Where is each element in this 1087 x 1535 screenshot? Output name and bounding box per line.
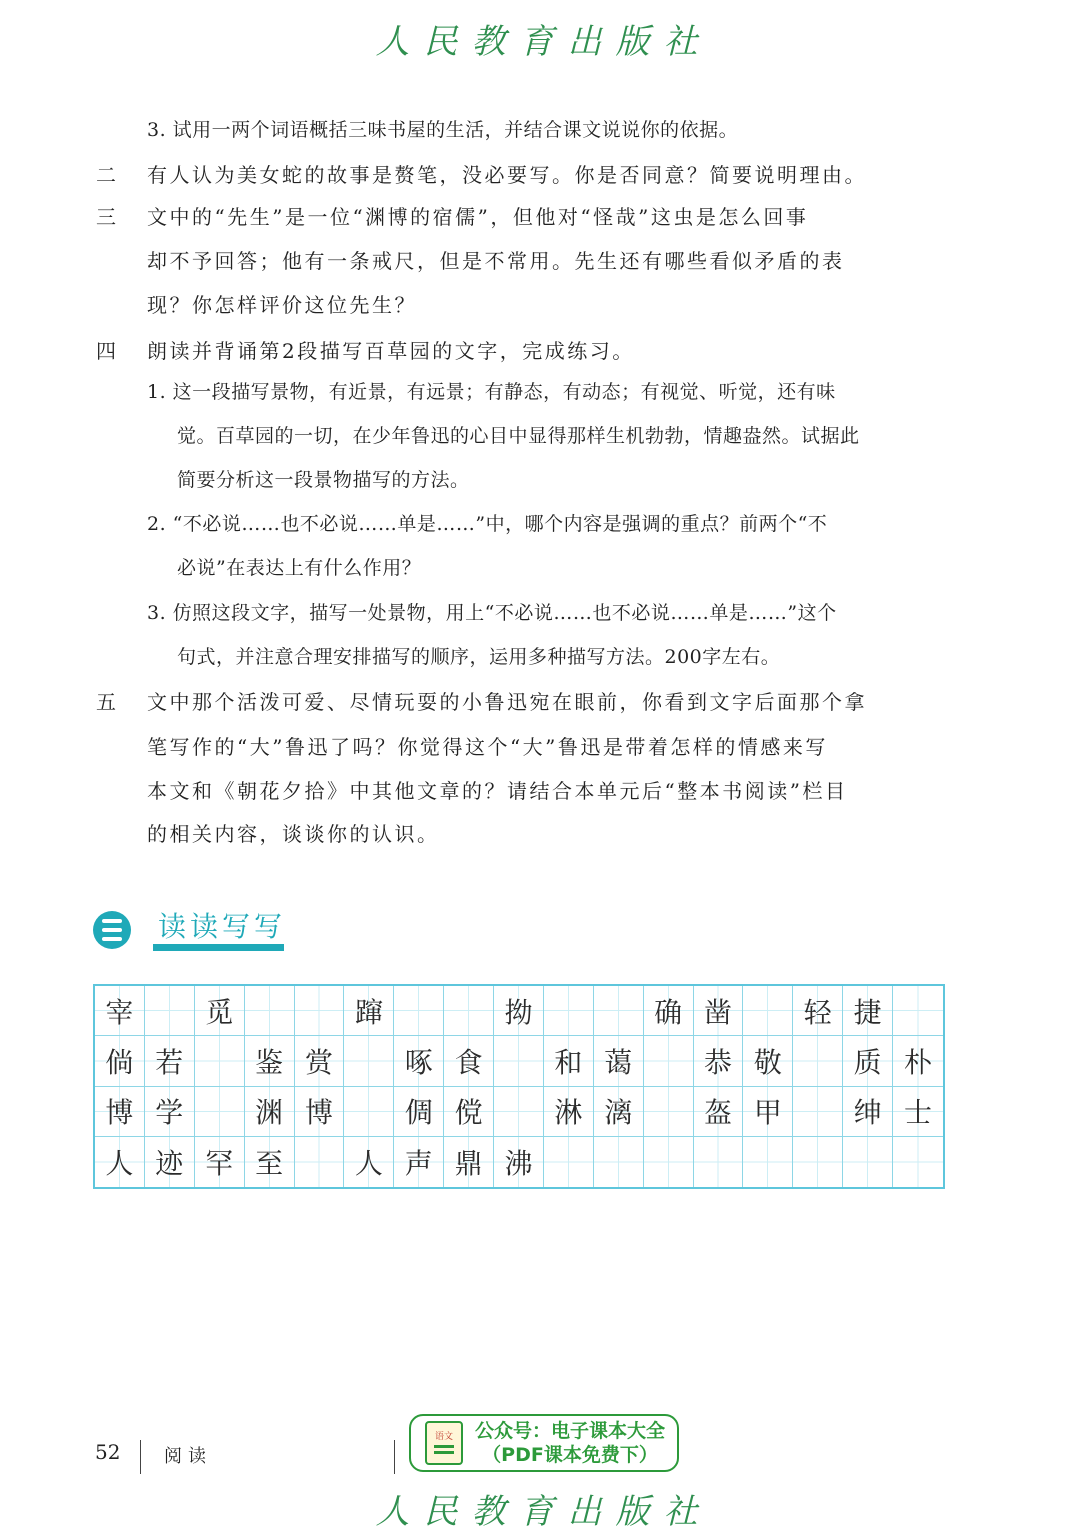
question-5-line-3: 本文和《朝花夕拾》中其他文章的？请结合本单元后“整本书阅读”栏目 [147,779,848,803]
grid-cell [843,1137,893,1187]
question-4-item-2-line-2: 必说”在表达上有什么作用？ [177,557,422,579]
grid-cell: 博 [295,1087,345,1137]
grid-cell: 啄 [394,1036,444,1086]
grid-cell: 人 [95,1137,145,1187]
grid-cell [594,1137,644,1187]
grid-cell: 若 [145,1036,195,1086]
grid-cell: 赏 [295,1036,345,1086]
grid-cell [494,1087,544,1137]
book-icon-label: 语文 [434,1432,453,1442]
question-5-line-4: 的相关内容，谈谈你的认识。 [147,822,440,846]
grid-cell [295,986,345,1036]
grid-cell [594,986,644,1036]
grid-cell: 至 [245,1137,295,1187]
grid-cell [344,1087,394,1137]
grid-cell [444,986,494,1036]
grid-cell: 甲 [743,1087,793,1137]
word-grid [93,984,945,1189]
grid-cell [644,1137,694,1187]
grid-cell: 沸 [494,1137,544,1187]
question-3-line-1: 文中的“先生”是一位“渊博的宿儒”，但他对“怪哉”这虫是怎么回事 [147,205,809,229]
watermark-badge [409,1414,679,1472]
question-4-text: 朗读并背诵第2段描写百草园的文字，完成练习。 [147,339,635,363]
grid-cell: 倜 [394,1087,444,1137]
question-4-item-3-line-1: 3. 仿照这段文字，描写一处景物，用上“不必说……也不必说……单是……”这个 [147,602,837,624]
equals-circle-icon [93,911,131,949]
question-4-item-2-line-1: 2. “不必说……也不必说……单是……”中，哪个内容是强调的重点？前两个“不 [147,513,828,535]
grid-cell: 淋 [544,1087,594,1137]
question-5-line-2: 笔写作的“大”鲁迅了吗？你觉得这个“大”鲁迅是带着怎样的情感来写 [147,735,828,759]
grid-cell: 博 [95,1087,145,1137]
grid-cell: 朴 [893,1036,943,1086]
grid-cell [394,986,444,1036]
page-number: 52 [95,1440,121,1464]
grid-cell [893,986,943,1036]
grid-cell: 傥 [444,1087,494,1137]
question-2-number: 二 [96,163,116,187]
publisher-footer: 人民教育出版社 [375,1492,712,1532]
grid-cell: 学 [145,1087,195,1137]
question-5-number: 五 [96,690,116,714]
question-4-item-1-line-2: 觉。百草园的一切，在少年鲁迅的心目中显得那样生机勃勃，情趣盎然。试据此 [177,425,860,447]
question-1-item-3: 3. 试用一两个词语概括三味书屋的生活，并结合课文说说你的依据。 [147,119,739,141]
grid-cell: 倘 [95,1036,145,1086]
grid-cell: 觅 [195,986,245,1036]
grid-cell [793,1137,843,1187]
question-2-text: 有人认为美女蛇的故事是赘笔，没必要写。你是否同意？简要说明理由。 [147,163,867,187]
grid-cell [145,986,195,1036]
question-3-line-3: 现？你怎样评价这位先生？ [147,293,417,317]
grid-cell: 和 [544,1036,594,1086]
question-4-item-3-line-2: 句式，并注意合理安排描写的顺序，运用多种描写方法。200字左右。 [177,646,781,668]
grid-cell: 漓 [594,1087,644,1137]
grid-cell [793,1087,843,1137]
question-4-number: 四 [96,339,116,363]
grid-cell: 迹 [145,1137,195,1187]
grid-cell: 捷 [843,986,893,1036]
section-title: 读读写写 [158,910,287,943]
grid-cell: 盔 [694,1087,744,1137]
grid-cell [743,1137,793,1187]
grid-cell [544,986,594,1036]
grid-cell: 凿 [694,986,744,1036]
grid-cell [893,1137,943,1187]
grid-cell [195,1087,245,1137]
footer-section-label: 阅读 [164,1446,212,1467]
grid-cell: 士 [893,1087,943,1137]
grid-cell: 食 [444,1036,494,1086]
badge-line-1: 公众号：电子课本大全 [474,1420,665,1442]
book-icon [425,1421,463,1465]
grid-cell [644,1087,694,1137]
section-underline [153,944,284,951]
grid-cell: 声 [394,1137,444,1187]
grid-cell [644,1036,694,1086]
footer-divider [140,1440,141,1474]
question-4-item-1-line-1: 1. 这一段描写景物，有近景，有远景；有静态，有动态；有视觉、听觉，还有味 [147,381,836,403]
grid-cell: 鉴 [245,1036,295,1086]
grid-cell: 绅 [843,1087,893,1137]
publisher-header: 人民教育出版社 [375,22,712,62]
grid-cell: 拗 [494,986,544,1036]
grid-cell [544,1137,594,1187]
grid-cell [793,1036,843,1086]
grid-cell: 轻 [793,986,843,1036]
grid-cell: 人 [344,1137,394,1187]
grid-cell: 恭 [694,1036,744,1086]
grid-cell: 蔼 [594,1036,644,1086]
grid-cell: 宰 [95,986,145,1036]
footer-divider-2 [394,1440,395,1474]
grid-cell [295,1137,345,1187]
grid-cell: 确 [644,986,694,1036]
grid-cell: 蹿 [344,986,394,1036]
grid-cell: 敬 [743,1036,793,1086]
grid-cell [195,1036,245,1086]
grid-cell [494,1036,544,1086]
grid-cell [245,986,295,1036]
question-5-line-1: 文中那个活泼可爱、尽情玩耍的小鲁迅宛在眼前，你看到文字后面那个拿 [147,690,867,714]
badge-line-2: （PDF课本免费下） [482,1444,658,1466]
question-4-item-1-line-3: 简要分析这一段景物描写的方法。 [177,469,470,491]
grid-cell: 渊 [245,1087,295,1137]
grid-cell: 质 [843,1036,893,1086]
grid-cell [344,1036,394,1086]
grid-cell: 鼎 [444,1137,494,1187]
question-3-number: 三 [96,205,116,229]
grid-cell: 罕 [195,1137,245,1187]
grid-cell [743,986,793,1036]
grid-cell [694,1137,744,1187]
question-3-line-2: 却不予回答；他有一条戒尺，但是不常用。先生还有哪些看似矛盾的表 [147,249,845,273]
